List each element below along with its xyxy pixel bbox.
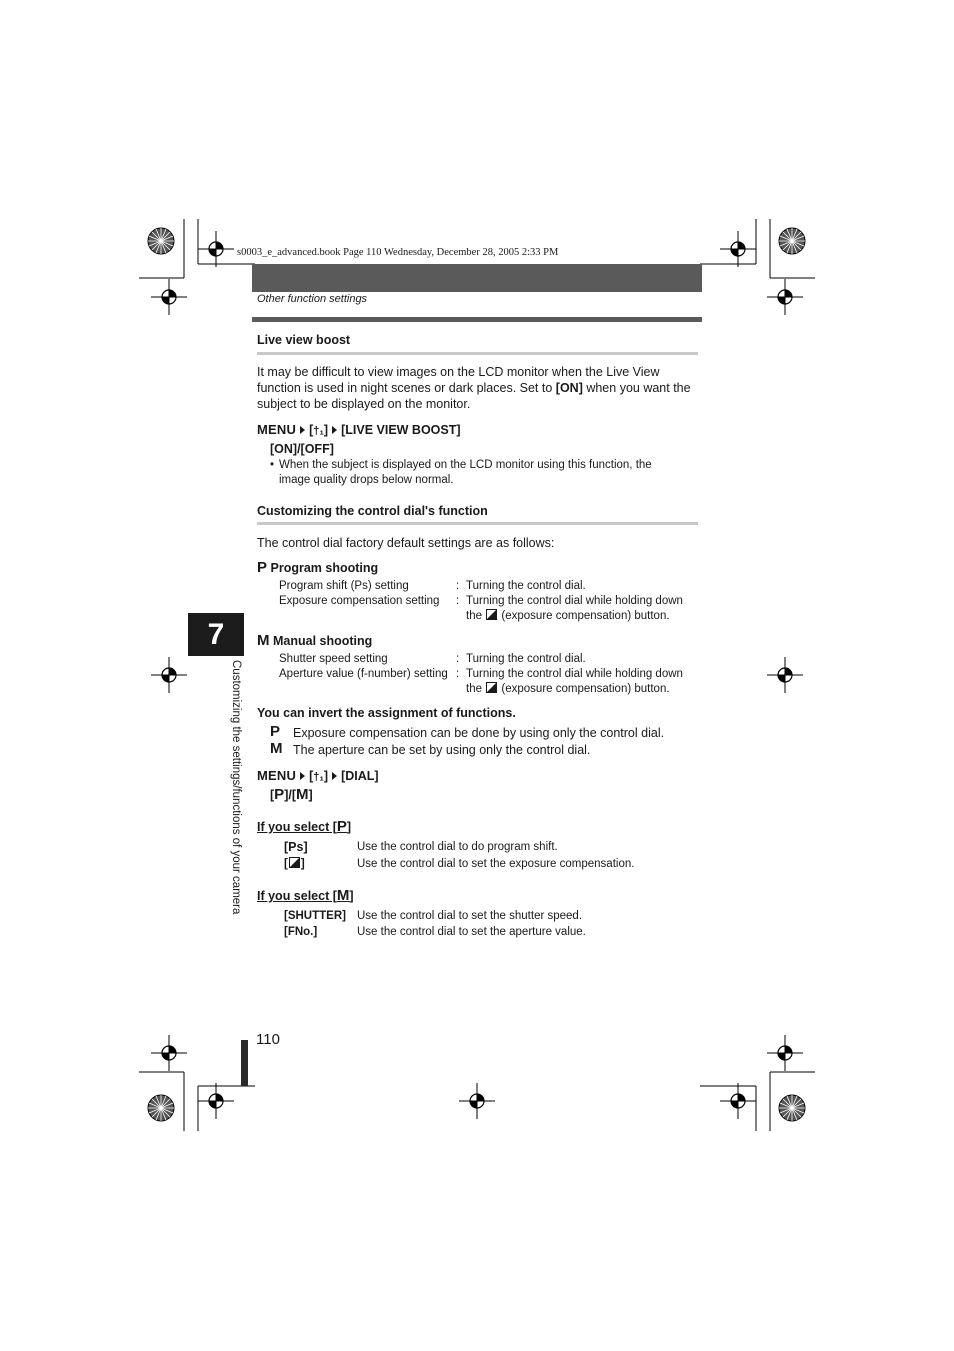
arrow-right-icon	[300, 426, 305, 434]
section-rule	[257, 352, 698, 355]
setting-value-cont	[466, 609, 670, 624]
menu-path-live-view	[257, 422, 461, 437]
paragraph-line	[257, 380, 691, 396]
section-title-live-view: Live view boost	[257, 333, 351, 347]
paragraph-text: when you want the	[582, 381, 691, 395]
setting-name: Program shift (Ps) setting	[279, 580, 409, 592]
select-title-text: If you select [	[257, 889, 337, 903]
select-desc: Use the control dial to do program shift.	[357, 841, 558, 853]
setting-name: Shutter speed setting	[279, 653, 388, 665]
paragraph-line: subject to be displayed on the monitor.	[257, 397, 471, 411]
exposure-compensation-icon	[486, 682, 497, 693]
exposure-compensation-icon	[289, 857, 300, 868]
select-desc: Use the control dial to set the exposure compensation.	[357, 858, 635, 870]
setting-text: (exposure compensation) button.	[501, 683, 670, 695]
custom-menu-icon: †₁	[313, 425, 324, 437]
page-number: 110	[256, 1031, 280, 1048]
dial-intro: The control dial factory default settings are as follows:	[257, 536, 555, 550]
setting-value: Turning the control dial while holding down	[466, 668, 683, 680]
dial-options	[270, 787, 313, 803]
program-heading	[257, 560, 378, 576]
select-key: [FNo.]	[284, 926, 318, 938]
mode-m-icon: M	[296, 786, 309, 803]
menu-item: [DIAL]	[341, 769, 379, 783]
note-text: When the subject is displayed on the LCD monitor using this function, the	[279, 459, 652, 471]
menu-path-dial	[257, 768, 379, 783]
setting-sep: :	[456, 653, 460, 665]
select-m-title	[257, 888, 354, 904]
invert-title: You can invert the assignment of functions.	[257, 706, 516, 720]
setting-text: (exposure compensation) button.	[501, 610, 670, 622]
invert-text: Exposure compensation can be done by using only the control dial.	[293, 726, 665, 740]
mode-m-icon: M	[336, 887, 350, 904]
setting-sep: :	[456, 580, 460, 592]
setting-value: Turning the control dial.	[466, 580, 586, 592]
exposure-compensation-icon	[486, 609, 497, 620]
option-bracket: [	[270, 788, 275, 802]
mode-p-icon: P	[257, 559, 268, 576]
arrow-right-icon	[332, 772, 337, 780]
setting-value: Turning the control dial.	[466, 653, 586, 665]
section-rule	[257, 522, 698, 525]
select-key-bracket: [	[284, 858, 288, 870]
menu-tab-bracket: ]	[323, 769, 329, 783]
setting-text: the	[466, 610, 482, 622]
select-key: [Ps]	[284, 840, 308, 854]
setting-name: Aperture value (f-number) setting	[279, 668, 448, 680]
arrow-right-icon	[300, 772, 305, 780]
setting-sep: :	[456, 668, 460, 680]
select-desc: Use the control dial to set the shutter speed.	[357, 910, 583, 922]
running-head: Other function settings	[257, 293, 368, 305]
chapter-number: 7	[207, 618, 225, 651]
select-key: [SHUTTER]	[284, 910, 346, 922]
mode-m-icon: M	[257, 632, 270, 649]
mode-p-icon: P	[336, 818, 347, 835]
print-header: s0003_e_advanced.book Page 110 Wednesday, December 28, 2005 2:33 PM	[237, 247, 559, 258]
select-key	[284, 857, 305, 872]
arrow-right-icon	[332, 426, 337, 434]
setting-sep: :	[456, 595, 460, 607]
menu-tab-bracket: [	[309, 423, 314, 437]
header-underline	[252, 317, 702, 322]
option-bracket: ]/[	[284, 788, 296, 802]
setting-value-cont	[466, 682, 670, 697]
setting-value: Turning the control dial while holding down	[466, 595, 683, 607]
option-bracket: ]	[308, 788, 313, 802]
setting-name: Exposure compensation setting	[279, 595, 440, 607]
invert-text: The aperture can be set by using only the control dial.	[293, 743, 591, 757]
chapter-side-label: Customizing the settings/functions of your camera	[230, 660, 242, 915]
select-title-text: ]	[349, 889, 354, 903]
select-p-title	[257, 819, 351, 835]
mode-m-icon: M	[270, 740, 283, 757]
select-title-text: If you select [	[257, 820, 337, 834]
header-bar	[252, 264, 702, 292]
menu-item: [LIVE VIEW BOOST]	[341, 423, 461, 437]
menu-tab-bracket: ]	[323, 423, 329, 437]
paragraph-text: function is used in night scenes or dark places. Set to	[257, 381, 556, 395]
menu-keyword: MENU	[257, 422, 297, 437]
menu-options: [ON]/[OFF]	[270, 442, 334, 456]
option-on: [ON]	[555, 381, 583, 395]
select-title-text: ]	[346, 820, 352, 834]
program-label: Program shooting	[270, 561, 379, 575]
page-number-bar	[241, 1040, 248, 1086]
mode-p-icon: P	[270, 723, 281, 740]
select-key-bracket: ]	[300, 858, 305, 870]
manual-label: Manual shooting	[272, 634, 373, 648]
setting-text: the	[466, 683, 482, 695]
note-bullet: •	[270, 459, 275, 471]
menu-tab-bracket: [	[309, 769, 314, 783]
custom-menu-icon: †₁	[313, 771, 324, 783]
select-desc: Use the control dial to set the aperture value.	[357, 926, 586, 938]
mode-p-icon: P	[274, 786, 285, 803]
note-text: image quality drops below normal.	[279, 474, 454, 486]
menu-keyword: MENU	[257, 768, 297, 783]
manual-heading	[257, 633, 372, 649]
section-title-dial: Customizing the control dial's function	[257, 504, 488, 518]
paragraph-line: It may be difficult to view images on the LCD monitor when the Live View	[257, 365, 660, 379]
